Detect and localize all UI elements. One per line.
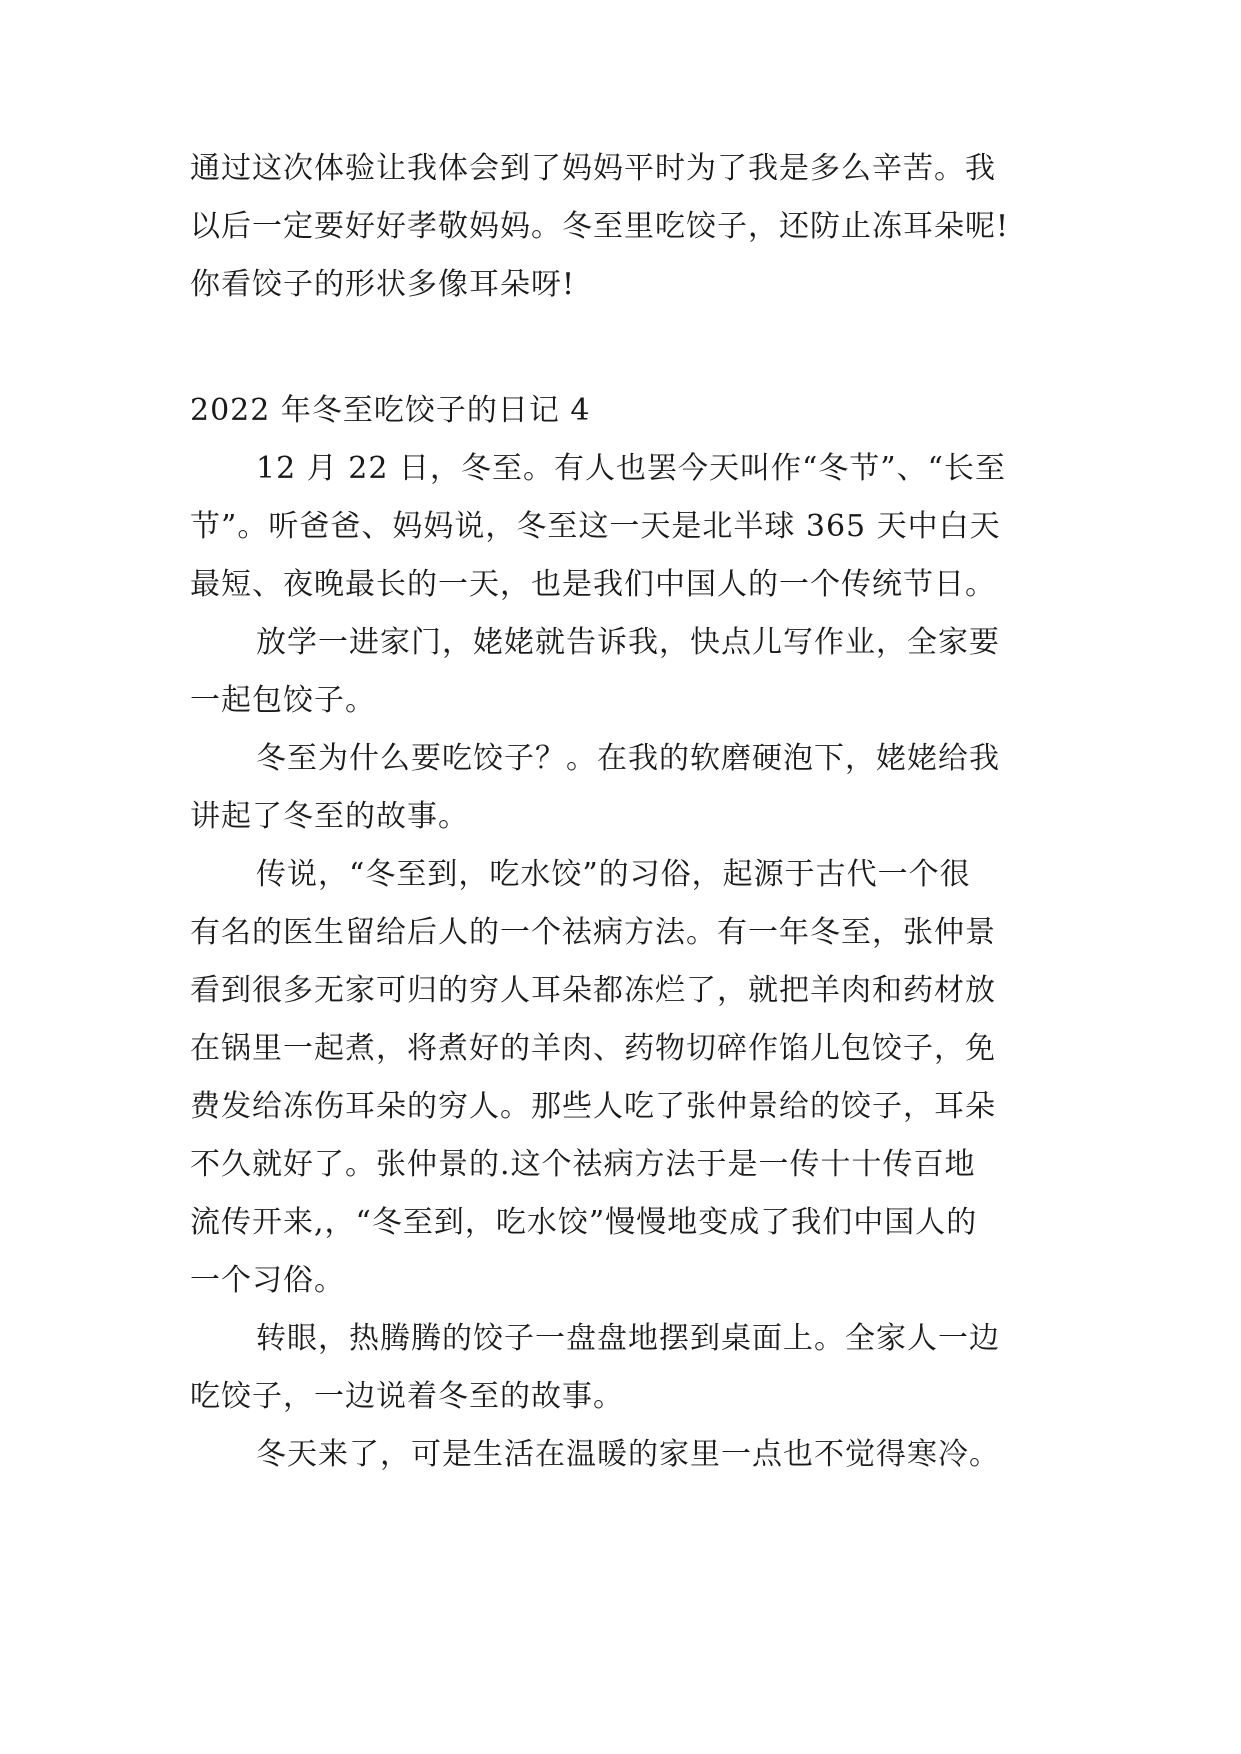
paragraph-line: 转眼，热腾腾的饺子一盘盘地摆到桌面上。全家人一边	[256, 1321, 1000, 1356]
paragraph-line: 传说，“冬至到，吃水饺”的习俗，起源于古代一个很	[256, 857, 971, 892]
paragraph-line: 冬天来了，可是生活在温暖的家里一点也不觉得寒冷。	[256, 1437, 1000, 1472]
paragraph-line: 节”。听爸爸、妈妈说，冬至这一天是北半球 365 天中白天	[190, 509, 1001, 544]
paragraph-line: 一个习俗。	[190, 1263, 345, 1298]
paragraph-line: 吃饺子，一边说着冬至的故事。	[190, 1379, 624, 1414]
intro-line: 你看饺子的形状多像耳朵呀!	[190, 267, 576, 302]
paragraph-line: 冬至为什么要吃饺子？。在我的软磨硬泡下，姥姥给我	[256, 741, 1000, 776]
paragraph-line: 有名的医生留给后人的一个祛病方法。有一年冬至，张仲景	[190, 915, 996, 950]
paragraph-line: 一起包饺子。	[190, 683, 376, 718]
paragraph-line: 费发给冻伤耳朵的穷人。那些人吃了张仲景给的饺子，耳朵	[190, 1089, 996, 1124]
paragraph-line: 放学一进家门，姥姥就告诉我，快点儿写作业，全家要	[256, 625, 1000, 660]
paragraph-line: 讲起了冬至的故事。	[190, 799, 469, 834]
intro-line: 通过这次体验让我体会到了妈妈平时为了我是多么辛苦。我	[190, 151, 996, 186]
paragraph-line: 看到很多无家可归的穷人耳朵都冻烂了，就把羊肉和药材放	[190, 973, 996, 1008]
paragraph-line: 在锅里一起煮，将煮好的羊肉、药物切碎作馅儿包饺子，免	[190, 1031, 996, 1066]
paragraph-line: 最短、夜晚最长的一天，也是我们中国人的一个传统节日。	[190, 567, 996, 602]
paragraph-line: 12 月 22 日，冬至。有人也罢今天叫作“冬节”、“长至	[256, 451, 1006, 486]
paragraph-line: 不久就好了。张仲景的.这个祛病方法于是一传十十传百地	[190, 1147, 976, 1182]
paragraph-line: 流传开来,，“冬至到，吃水饺”慢慢地变成了我们中国人的	[190, 1205, 978, 1240]
section-heading: 2022 年冬至吃饺子的日记 4	[190, 393, 591, 428]
intro-line: 以后一定要好好孝敬妈妈。冬至里吃饺子，还防止冻耳朵呢!	[190, 209, 1010, 244]
